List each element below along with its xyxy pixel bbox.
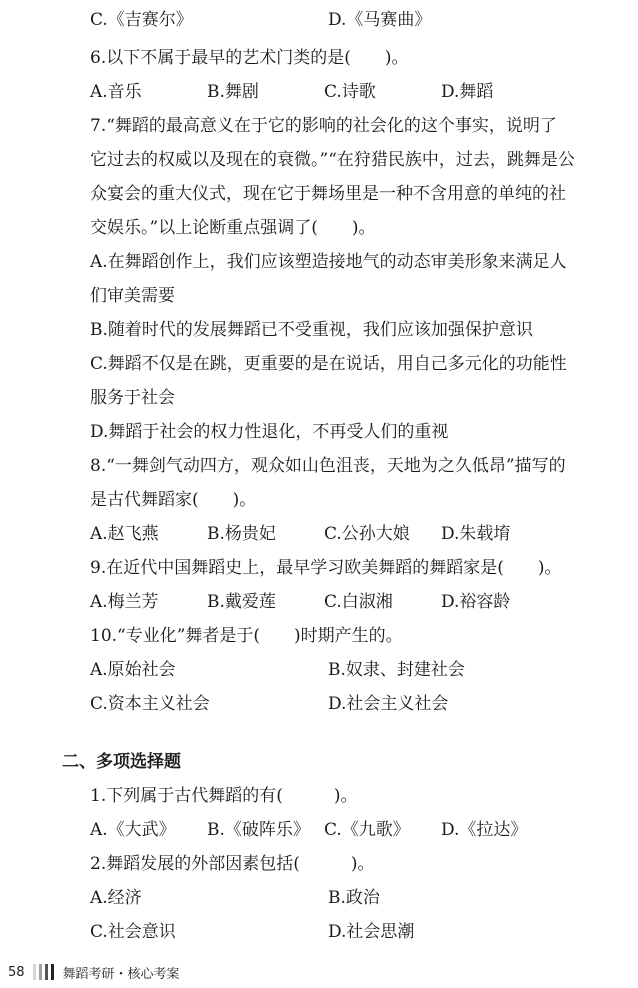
- q8-option-a: A.赵飞燕: [90, 524, 159, 544]
- s2-q1-stem: 1.下列属于古代舞蹈的有( )。: [90, 786, 358, 806]
- q10-option-c: C.资本主义社会: [90, 694, 210, 714]
- s2-q1-option-b: B.《破阵乐》: [207, 820, 310, 840]
- q7-option-c-line-1: C.舞蹈不仅是在跳，更重要的是在说话，用自己多元化的功能性: [90, 354, 567, 374]
- q6-option-d: D.舞蹈: [441, 82, 494, 102]
- q9-option-a: A.梅兰芳: [90, 592, 159, 612]
- q8-option-d: D.朱载堉: [441, 524, 511, 544]
- s2-q2-option-b: B.政治: [328, 888, 380, 908]
- footer-bars-icon: [33, 964, 57, 980]
- q7-option-a-line-2: 们审美需要: [90, 286, 175, 306]
- q9-option-c: C.白淑湘: [324, 592, 393, 612]
- q7-stem-line-2: 它过去的权威以及现在的衰微。”“在狩猎民族中，过去，跳舞是公: [90, 150, 575, 170]
- q9-option-d: D.裕容龄: [441, 592, 511, 612]
- q7-stem-line-4: 交娱乐。”以上论断重点强调了( )。: [90, 218, 376, 238]
- q7-option-a-line-1: A.在舞蹈创作上，我们应该塑造接地气的动态审美形象来满足人: [90, 252, 567, 272]
- q10-option-b: B.奴隶、封建社会: [328, 660, 465, 680]
- s2-q2-option-d: D.社会思潮: [328, 922, 415, 942]
- book-title: 舞蹈考研・核心考案: [62, 966, 180, 982]
- q5-option-d: D.《马赛曲》: [328, 10, 432, 30]
- q6-stem: 6.以下不属于最早的艺术门类的是( )。: [90, 48, 409, 68]
- q7-stem-line-3: 众宴会的重大仪式，现在它于舞场里是一种不含用意的单纯的社: [90, 184, 566, 204]
- page-number: 58: [8, 964, 25, 980]
- q8-stem-line-1: 8.“一舞剑气动四方，观众如山色沮丧，天地为之久低昂”描写的: [90, 456, 566, 476]
- q9-stem: 9.在近代中国舞蹈史上，最早学习欧美舞蹈的舞蹈家是( )。: [90, 558, 562, 578]
- q10-option-a: A.原始社会: [90, 660, 176, 680]
- page-footer: [8, 960, 180, 984]
- q8-stem-line-2: 是古代舞蹈家( )。: [90, 490, 257, 510]
- q10-option-d: D.社会主义社会: [328, 694, 449, 714]
- q7-option-c-line-2: 服务于社会: [90, 388, 175, 408]
- s2-q2-stem: 2.舞蹈发展的外部因素包括( )。: [90, 854, 375, 874]
- q8-option-c: C.公孙大娘: [324, 524, 410, 544]
- s2-q1-option-a: A.《大武》: [90, 820, 176, 840]
- s2-q2-option-a: A.经济: [90, 888, 142, 908]
- q7-option-d: D.舞蹈于社会的权力性退化，不再受人们的重视: [90, 422, 449, 442]
- q7-stem-line-1: 7.“舞蹈的最高意义在于它的影响的社会化的这个事实，说明了: [90, 116, 557, 136]
- q5-option-c: C.《吉赛尔》: [90, 10, 193, 30]
- s2-q1-option-c: C.《九歌》: [324, 820, 410, 840]
- q8-option-b: B.杨贵妃: [207, 524, 276, 544]
- q6-option-a: A.音乐: [90, 82, 142, 102]
- q6-option-b: B.舞剧: [207, 82, 259, 102]
- section-2-heading: 二、多项选择题: [62, 752, 181, 772]
- q6-option-c: C.诗歌: [324, 82, 376, 102]
- s2-q1-option-d: D.《拉达》: [441, 820, 528, 840]
- q10-stem: 10.“专业化”舞者是于( )时期产生的。: [90, 626, 403, 646]
- q9-option-b: B.戴爱莲: [207, 592, 276, 612]
- q7-option-b: B.随着时代的发展舞蹈已不受重视，我们应该加强保护意识: [90, 320, 533, 340]
- s2-q2-option-c: C.社会意识: [90, 922, 176, 942]
